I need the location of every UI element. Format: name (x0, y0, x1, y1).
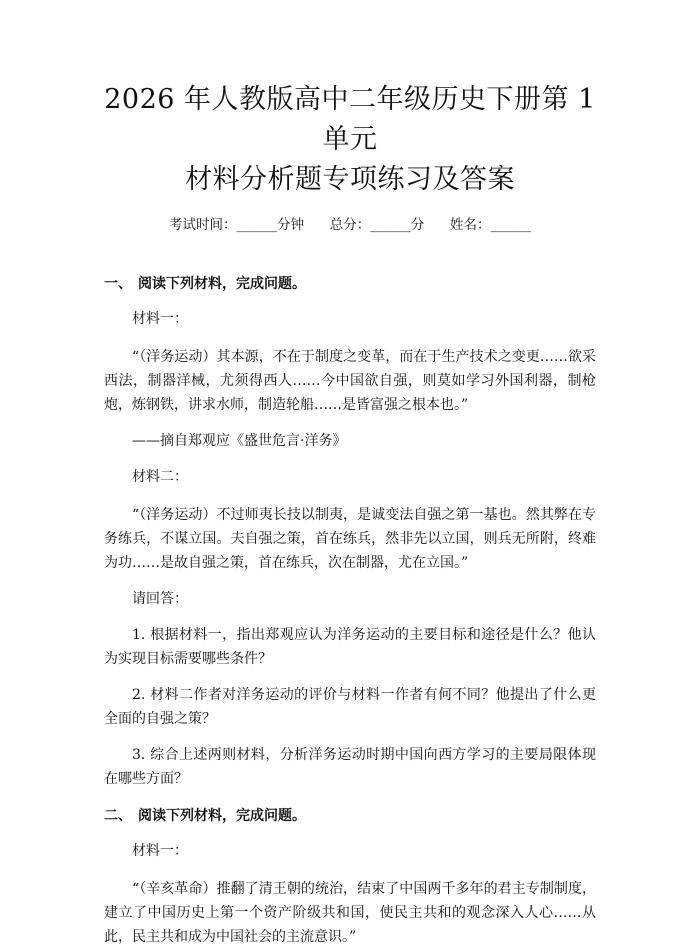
title-line-2: 材料分析题专项练习及答案 (185, 164, 515, 195)
section-2-material-1-label: 材料一： (132, 843, 188, 859)
section-1-material-1-label: 材料一： (132, 311, 188, 327)
name-label: 姓名： (450, 217, 491, 233)
exam-info-line (104, 215, 596, 235)
time-blank: ______ (236, 217, 277, 233)
section-1-prompt: 请回答： (132, 591, 188, 607)
question-1 (104, 623, 596, 671)
question-2-text: 材料二作者对洋务运动的评价与材料一作者有何不同？他提出了什么更全面的自强之策？ (104, 687, 596, 727)
question-3-text: 综合上述两则材料，分析洋务运动时期中国向西方学习的主要局限体现在哪些方面？ (104, 747, 596, 787)
question-2 (104, 683, 596, 731)
time-label: 考试时间： (169, 217, 237, 233)
section-1-material-1-text: “（洋务运动）其本源，不在于制度之变革，而在于生产技术之变更……欲采西法，制器洋械，尤须得西人……今中国欲自强，则莫如学习外国利器，制枪炮，炼钢铁，讲求水师，制造轮船……是皆富强之根本也。” (104, 349, 596, 413)
section-2-heading-text: 阅读下列材料，完成问题。 (138, 808, 306, 824)
score-unit: 分 (410, 217, 425, 233)
question-1-text: 根据材料一，指出郑观应认为洋务运动的主要目标和途径是什么？他认为实现目标需要哪些条件？ (104, 627, 596, 667)
section-1-heading-text: 阅读下列材料，完成问题。 (138, 276, 306, 292)
score-blank: ______ (370, 217, 411, 233)
question-3-number: 3. (132, 747, 146, 763)
question-1-number: 1. (132, 627, 146, 643)
section-1-material-2-text: “（洋务运动）不过师夷长技以制夷，是诚变法自强之第一基也。然其弊在专务练兵，不谋立国。夫自强之策，首在练兵，然非先以立国，则兵无所附，终难为功……是故自强之策，首在练兵，次在制器，尤在立国。” (104, 507, 596, 571)
name-blank: ______ (490, 217, 531, 233)
document-title (104, 0, 596, 200)
section-1-material-2-label: 材料二： (132, 469, 188, 485)
section-2-material-1-text: “（辛亥革命）推翻了清王朝的统治，结束了中国两千多年的君主专制制度，建立了中国历史上第一个资产阶级共和国，使民主共和的观念深入人心……从此，民主共和成为中国社会的主流意识。” (104, 881, 596, 945)
score-label: 总分： (329, 217, 371, 233)
section-1-heading (104, 273, 596, 295)
title-line-1: 2026 年人教版高中二年级历史下册第 1 单元 (104, 84, 596, 155)
question-2-number: 2. (132, 687, 146, 703)
question-3 (104, 743, 596, 791)
section-2-heading (104, 805, 596, 827)
section-2-number: 二、 (104, 808, 132, 824)
time-unit: 分钟 (277, 217, 304, 233)
section-1-material-1-source: ——摘自郑观应《盛世危言·洋务》 (132, 433, 347, 449)
section-1-number: 一、 (104, 276, 132, 292)
